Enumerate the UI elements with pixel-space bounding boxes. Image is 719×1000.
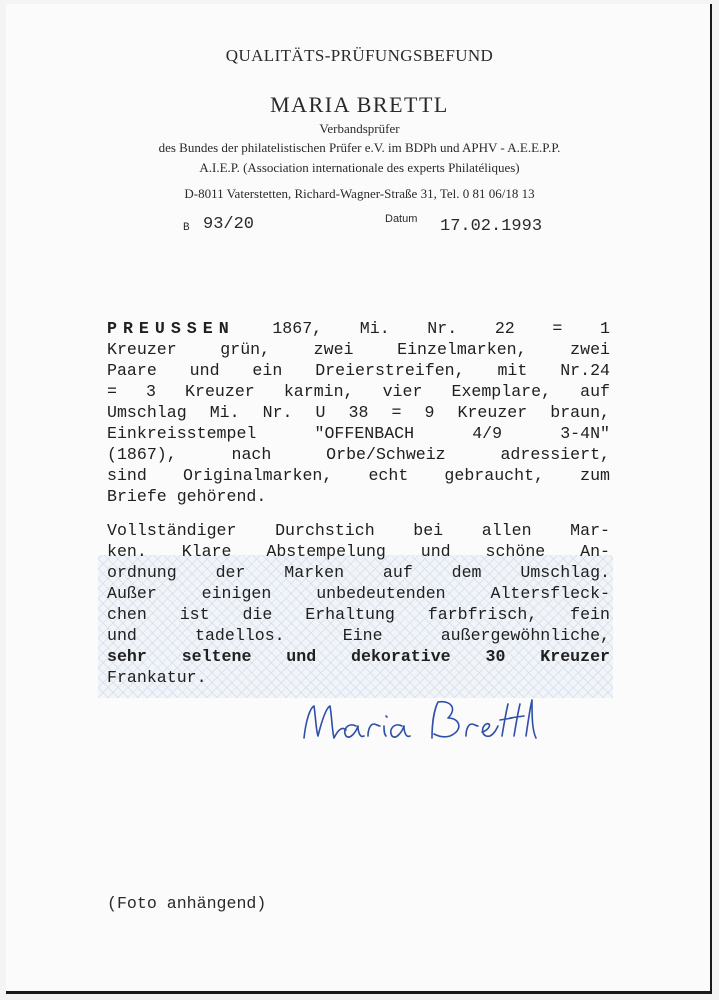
condition-line: sehr seltene und dekorative 30 Kreuzer [107,647,610,666]
issue-details: 1867, Mi. Nr. 22 = 1 [272,319,610,338]
description-line: sind Originalmarken, echt gebraucht, zum [107,466,610,485]
reference-prefix: B [183,222,190,234]
condition-paragraph [107,520,610,688]
condition-line: Außer einigen unbedeutenden Altersfleck- [107,584,610,603]
description-line: = 3 Kreuzer karmin, vier Exemplare, auf [107,382,610,401]
photo-attached-note: (Foto anhängend) [107,894,267,913]
date-label: Datum [385,213,418,225]
description-line: Briefe gehörend. [107,487,267,506]
condition-line: chen ist die Erhaltung farbfrisch, fein [107,605,610,624]
description-line: Kreuzer grün, zwei Einzelmarken, zwei [107,340,610,359]
affiliation-line-2: A.I.E.P. (Association internationale des experts Philatéliques) [199,160,520,175]
certificate-title: QUALITÄTS-PRÜFUNGSBEFUND [225,46,494,65]
country-name: PREUSSEN [107,319,235,338]
description-line: Paare und ein Dreierstreifen, mit Nr.24 [107,361,610,380]
expert-role: Verbandsprüfer [319,121,400,136]
expert-name: MARIA BRETTL [270,92,449,117]
certificate-date: 17.02.1993 [440,217,543,236]
description-line: Umschlag Mi. Nr. U 38 = 9 Kreuzer braun, [107,403,610,422]
description-line: Einkreisstempel "OFFENBACH 4/9 3-4N" [107,424,610,443]
reference-number: 93/20 [203,215,255,234]
condition-line: Frankatur. [107,668,207,687]
condition-line: Vollständiger Durchstich bei allen Mar- [107,521,610,540]
affiliation-line-1: des Bundes der philatelistischen Prüfer e.V. im BDPh und APHV - A.E.E.P.P. [158,140,561,155]
description-line: (1867), nach Orbe/Schweiz adressiert, [107,445,610,464]
handwritten-signature [298,690,543,760]
description-paragraph [107,318,610,507]
condition-line: ken. Klare Abstempelung und schöne An- [107,542,610,561]
description-line [107,318,610,339]
address-line: D-8011 Vaterstetten, Richard-Wagner-Straße 31, Tel. 0 81 06/18 13 [184,186,535,201]
condition-line: und tadellos. Eine außergewöhnliche, [107,626,610,645]
condition-line: ordnung der Marken auf dem Umschlag. [107,563,610,582]
